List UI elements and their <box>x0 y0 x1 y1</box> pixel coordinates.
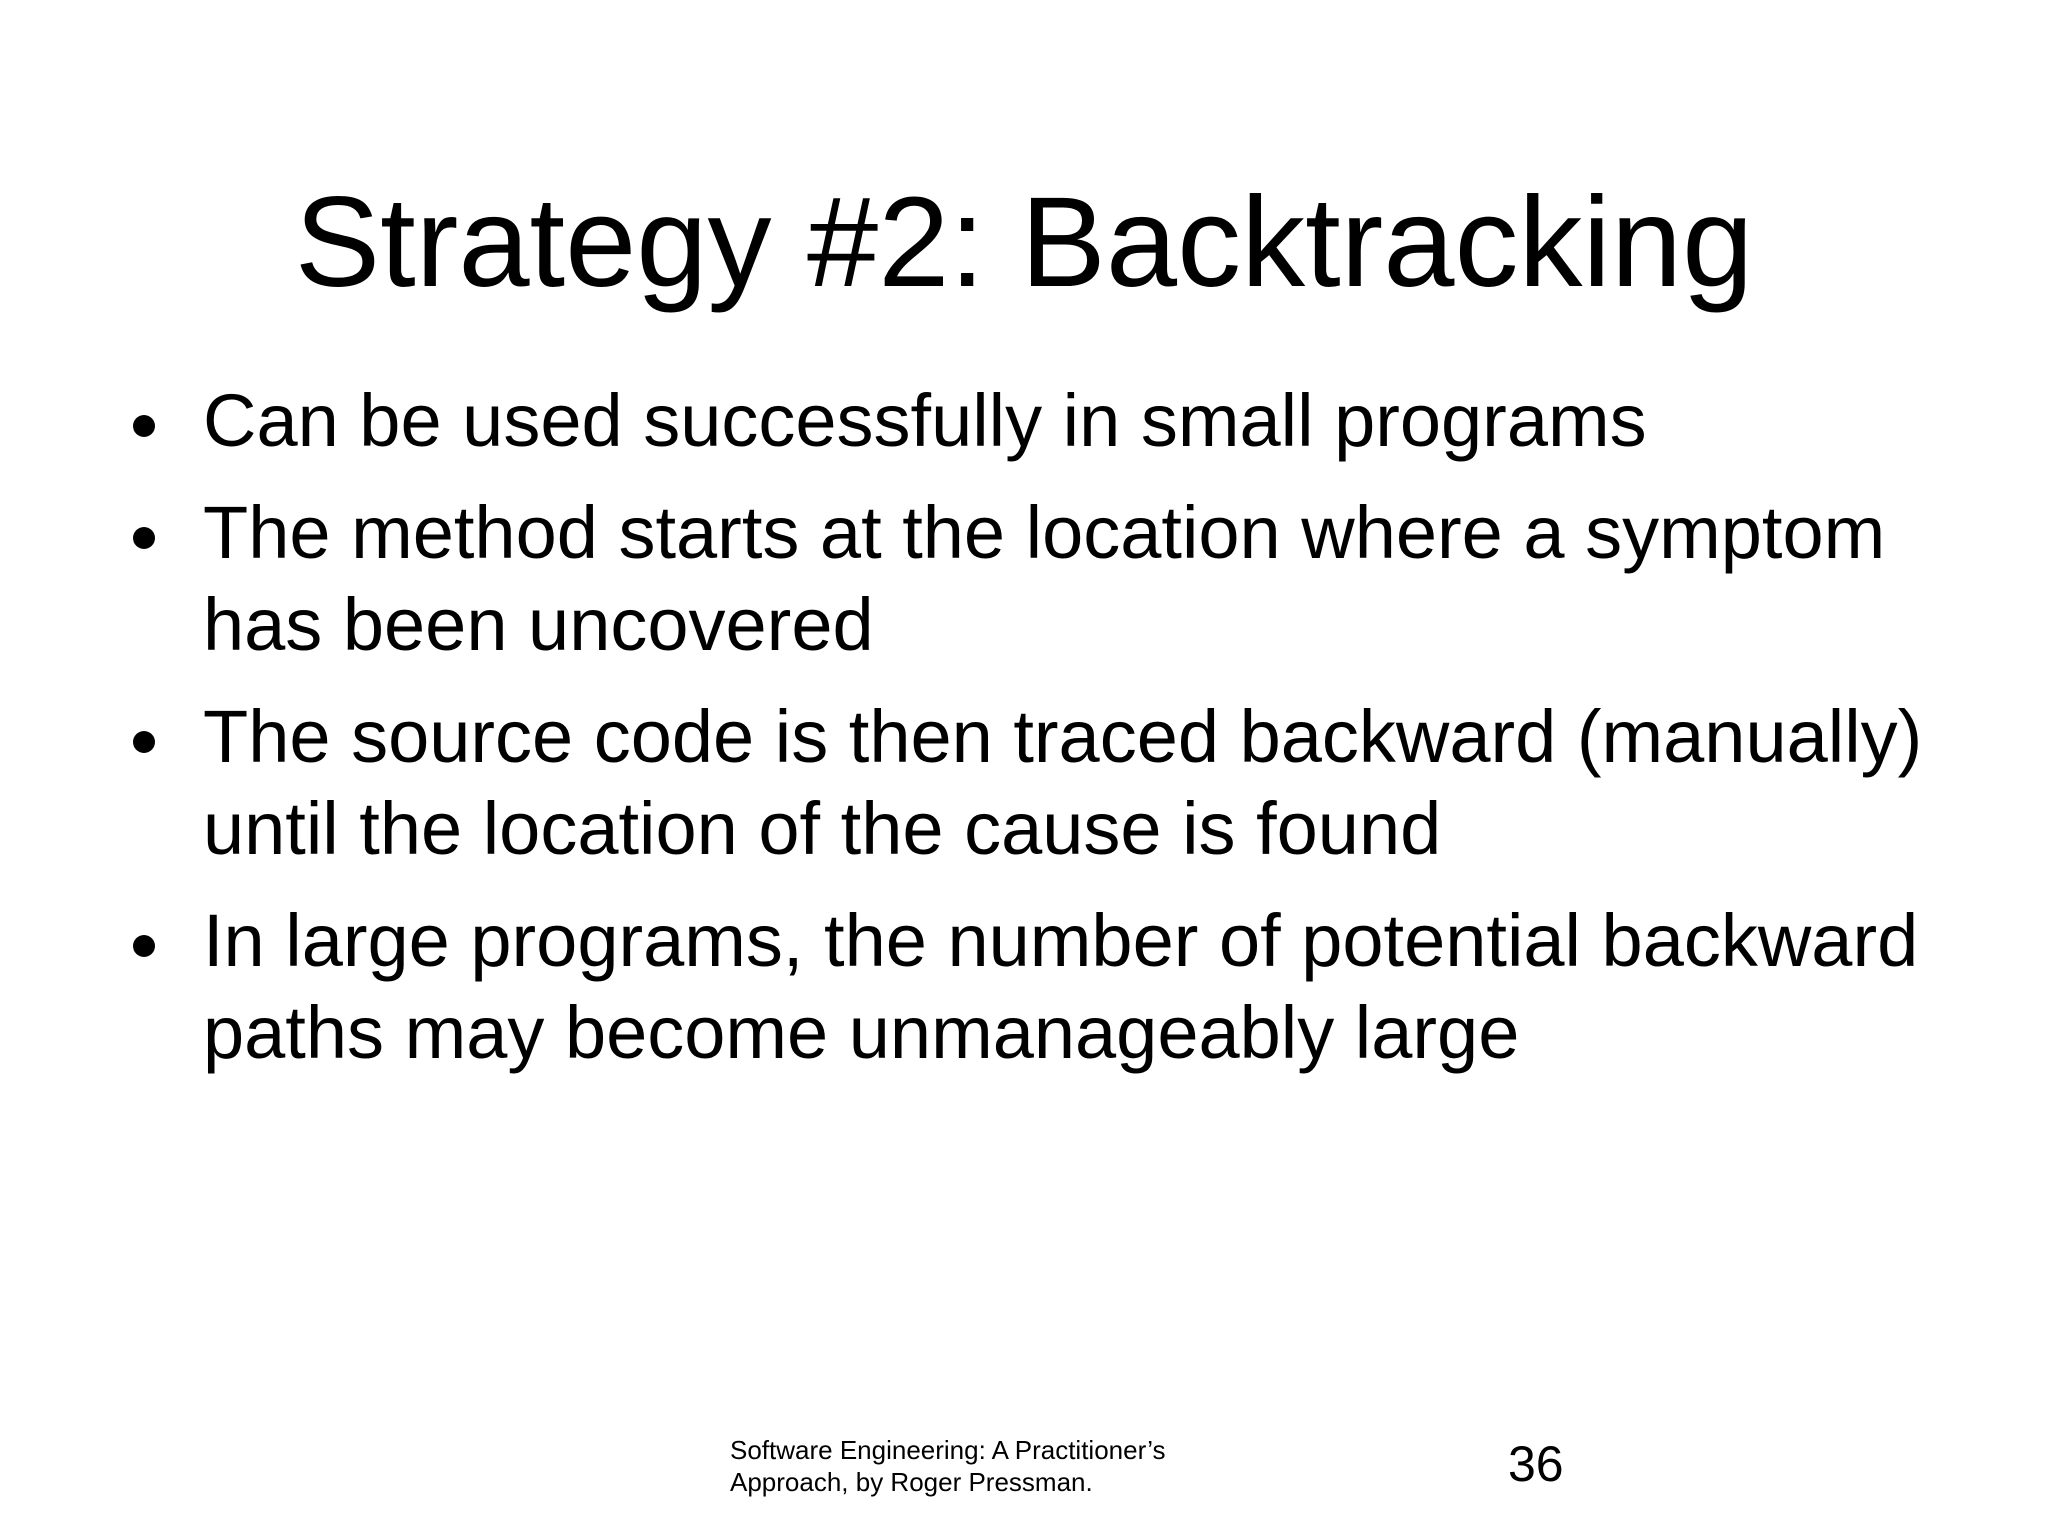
bullet-item <box>125 375 1925 467</box>
footer-source-line: Approach, by Roger Pressman. <box>730 1467 1093 1497</box>
bullet-text: Can be used successfully in small programs <box>203 379 1647 462</box>
bullet-item <box>125 895 1925 1079</box>
bullet-text: In large programs, the number of potential backward paths may become unmanageably large <box>203 899 1919 1074</box>
bullet-dot-icon <box>133 935 155 957</box>
bullet-dot-icon <box>133 731 155 753</box>
footer-source <box>730 1434 1250 1498</box>
bullet-dot-icon <box>133 415 155 437</box>
bullet-dot-icon <box>133 527 155 549</box>
footer-source-line: Software Engineering: A Practitioner’s <box>730 1435 1166 1465</box>
bullet-item <box>125 691 1925 875</box>
bullet-text: The method starts at the location where a symptom has been uncovered <box>203 491 1886 666</box>
bullet-list <box>125 375 1925 1099</box>
bullet-item <box>125 487 1925 671</box>
page-number: 36 <box>1508 1436 1564 1492</box>
slide-title: Strategy #2: Backtracking <box>294 171 1754 314</box>
bullet-text: The source code is then traced backward (manually) until the location of the cause is found <box>203 695 1923 870</box>
